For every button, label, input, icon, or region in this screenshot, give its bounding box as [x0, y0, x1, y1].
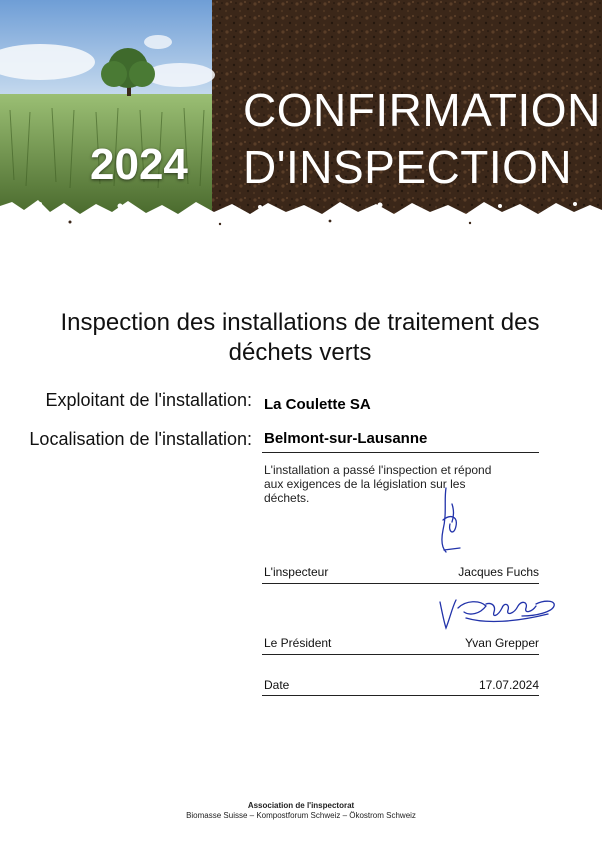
inspector-role: L'inspecteur: [264, 565, 329, 579]
operator-value: La Coulette SA: [264, 396, 371, 413]
year-label: 2024: [90, 140, 188, 189]
subtitle-line-2: déchets verts: [228, 339, 372, 366]
president-role: Le Président: [264, 636, 332, 650]
footer: [0, 801, 602, 821]
location-value: Belmont-sur-Lausanne: [264, 430, 428, 447]
location-divider: [262, 452, 539, 453]
inspection-statement: [264, 463, 514, 505]
inspector-signature: [430, 480, 470, 560]
document-subtitle: [30, 308, 570, 368]
statement-line-3: déchets.: [264, 491, 310, 505]
date-divider: [262, 695, 539, 696]
date-value: 17.07.2024: [478, 678, 539, 692]
footer-partners: Biomasse Suisse – Kompostforum Schweiz – Ökostrom Schweiz: [186, 811, 416, 820]
president-divider: [262, 654, 539, 655]
title-line-1: CONFIRMATION: [243, 84, 601, 136]
date-label: Date: [264, 678, 290, 692]
president-signature: [436, 594, 562, 634]
statement-line-1: L'installation a passé l'inspection et répond: [264, 463, 492, 477]
location-label: Localisation de l'installation:: [29, 429, 252, 449]
inspector-name: Jacques Fuchs: [458, 565, 539, 579]
president-name: Yvan Grepper: [464, 636, 539, 650]
footer-org-name: Association de l'inspectorat: [247, 801, 355, 810]
statement-line-2: aux exigences de la législation sur les: [264, 477, 466, 491]
subtitle-line-1: Inspection des installations de traitement des: [60, 309, 540, 336]
inspector-divider: [262, 583, 539, 584]
operator-label: Exploitant de l'installation:: [45, 390, 252, 410]
title-line-2: D'INSPECTION: [243, 141, 573, 193]
